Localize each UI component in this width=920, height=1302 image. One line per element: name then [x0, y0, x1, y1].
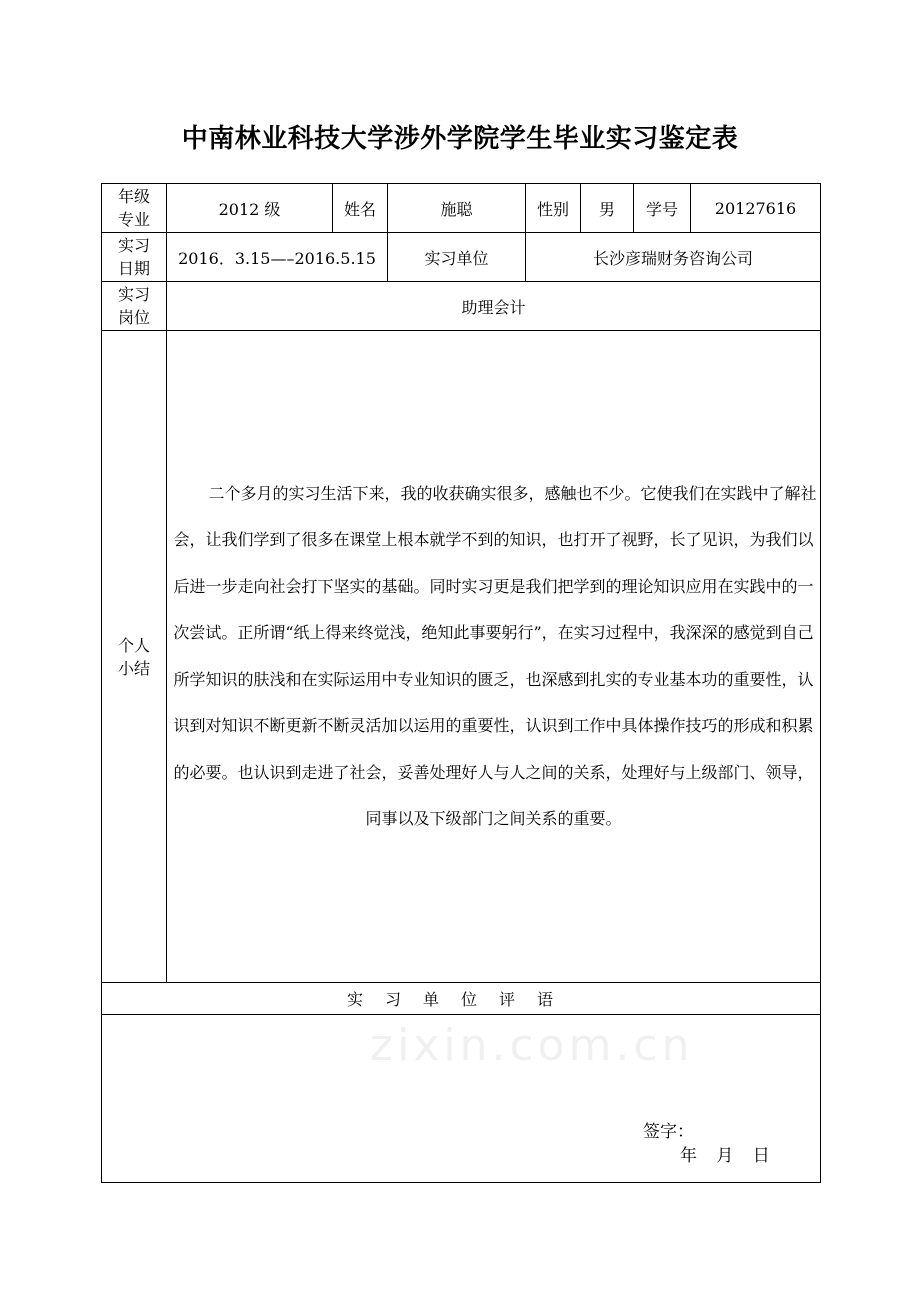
evaluation-heading: 实习单位评语	[102, 983, 821, 1015]
signature-label: 签字：	[643, 1122, 694, 1142]
internship-post-label: 实习 岗位	[102, 282, 167, 331]
gender-label: 性别	[526, 184, 581, 233]
internship-date-label: 实习 日期	[102, 233, 167, 282]
date-line: 年 月 日	[680, 1146, 770, 1166]
internship-post-value: 助理会计	[167, 282, 821, 331]
row-evaluation-heading	[102, 983, 821, 1015]
row-internship-info	[102, 233, 821, 282]
name-value: 施聪	[388, 184, 526, 233]
grade-major-label: 年级 专业	[102, 184, 167, 233]
student-id-label: 学号	[634, 184, 691, 233]
personal-summary-text: 二个多月的实习生活下来，我的收获确实很多，感触也不少。它使我们在实践中了解社会，让我们学到了很多在课堂上根本就学不到的知识，也打开了视野，长了见识，为我们以后进一步走向社会打下坚实的基础。同时实习更是我们把学到的理论知识应用在实践中的一次尝试。正所谓“纸上得来终觉浅，绝知此事要躬行”，在实习过程中，我深深的感觉到自己所学知识的肤浅和在实际运用中专业知识的匮乏，也深感到扎实的专业基本功的重要性，认识到对知识不断更新不断灵活加以运用的重要性，认识到工作中具体操作技巧的形成和积累的必要。也认识到走进了社会，妥善处理好人与人之间的关系，处理好与上级部门、领导，同事以及下级部门之间关系的重要。	[167, 331, 821, 983]
gender-value: 男	[581, 184, 634, 233]
internship-date-value: 2016．3.15—–2016.5.15	[167, 233, 388, 282]
internship-unit-label: 实习单位	[388, 233, 526, 282]
row-summary	[102, 331, 821, 983]
row-post	[102, 282, 821, 331]
row-basic-info	[102, 184, 821, 233]
name-label: 姓名	[333, 184, 388, 233]
internship-unit-value: 长沙彦瑞财务咨询公司	[526, 233, 821, 282]
watermark: zixin.com.cn	[370, 1020, 694, 1071]
page-title: 中南林业科技大学涉外学院学生毕业实习鉴定表	[181, 124, 739, 154]
student-id-value: 20127616	[691, 184, 821, 233]
personal-summary-label: 个人 小结	[102, 331, 167, 983]
grade-major-value: 2012 级	[167, 184, 333, 233]
